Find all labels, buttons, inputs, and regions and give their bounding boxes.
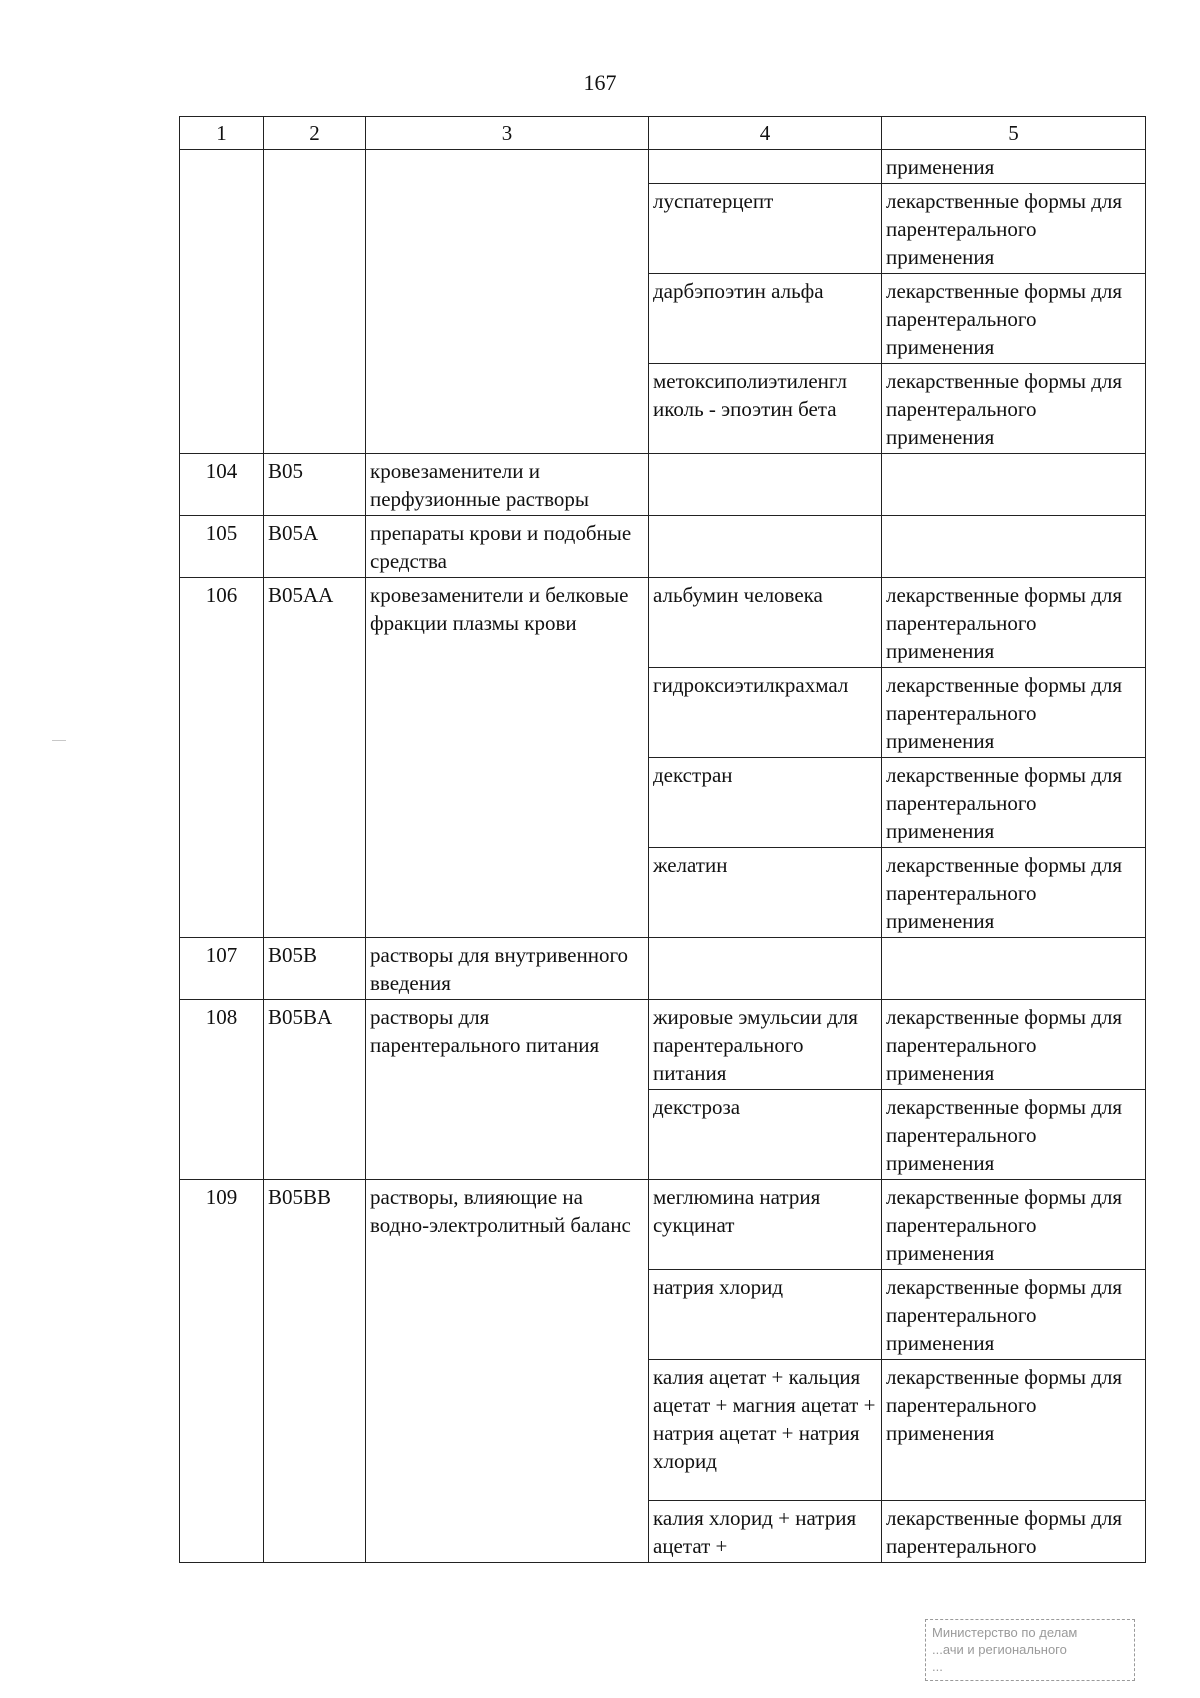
form-cell: лекарственные формы для парентерального применения [882, 1360, 1146, 1501]
form-cell: лекарственные формы для парентерального применения [882, 578, 1146, 668]
num-cell: 108 [180, 1000, 264, 1180]
form-cell [882, 516, 1146, 578]
drug-cell [649, 516, 882, 578]
ministry-stamp [925, 1619, 1135, 1681]
group-name-cell: кровезаменители и перфузионные растворы [366, 454, 649, 516]
drug-cell: калия хлорид + натрия ацетат + [649, 1501, 882, 1563]
drug-cell: декстроза [649, 1090, 882, 1180]
drug-cell [649, 150, 882, 184]
form-cell: лекарственные формы для парентерального применения [882, 668, 1146, 758]
header-col-4: 4 [649, 117, 882, 150]
form-cell: лекарственные формы для парентерального применения [882, 1270, 1146, 1360]
form-cell [882, 938, 1146, 1000]
code-cell [264, 150, 366, 454]
code-cell: B05A [264, 516, 366, 578]
drug-cell: калия ацетат + кальция ацетат + магния ацетат + натрия ацетат + натрия хлорид [649, 1360, 882, 1501]
drug-cell: гидроксиэтилкрахмал [649, 668, 882, 758]
drug-list-table [179, 116, 1146, 1563]
table-row [180, 516, 1146, 578]
drug-cell: желатин [649, 848, 882, 938]
num-cell: 106 [180, 578, 264, 938]
group-name-cell: растворы для парентерального питания [366, 1000, 649, 1180]
form-cell: лекарственные формы для парентерального применения [882, 1090, 1146, 1180]
drug-cell: метоксиполиэтиленгл иколь - эпоэтин бета [649, 364, 882, 454]
stamp-line: ... [932, 1659, 943, 1674]
drug-cell: меглюмина натрия сукцинат [649, 1180, 882, 1270]
group-name-cell: препараты крови и подобные средства [366, 516, 649, 578]
code-cell: B05BB [264, 1180, 366, 1563]
code-cell: B05AA [264, 578, 366, 938]
group-name-cell: кровезаменители и белковые фракции плазмы крови [366, 578, 649, 938]
table-row [180, 578, 1146, 668]
code-cell: B05B [264, 938, 366, 1000]
num-cell [180, 150, 264, 454]
form-cell [882, 454, 1146, 516]
form-cell: лекарственные формы для парентерального применения [882, 184, 1146, 274]
num-cell: 109 [180, 1180, 264, 1563]
form-cell: лекарственные формы для парентерального применения [882, 1180, 1146, 1270]
group-name-cell [366, 150, 649, 454]
table-header-row [180, 117, 1146, 150]
stamp-line: Министерство по делам [932, 1625, 1078, 1640]
form-cell: лекарственные формы для парентерального применения [882, 364, 1146, 454]
drug-cell [649, 454, 882, 516]
num-cell: 105 [180, 516, 264, 578]
table-row [180, 150, 1146, 184]
group-name-cell: растворы, влияющие на водно-электролитный баланс [366, 1180, 649, 1563]
header-col-3: 3 [366, 117, 649, 150]
table-row [180, 1180, 1146, 1270]
form-cell: лекарственные формы для парентерального применения [882, 758, 1146, 848]
table-row [180, 1000, 1146, 1090]
form-cell: лекарственные формы для парентерального применения [882, 848, 1146, 938]
num-cell: 104 [180, 454, 264, 516]
scan-artifact [52, 740, 66, 741]
form-cell: применения [882, 150, 1146, 184]
table-row [180, 938, 1146, 1000]
drug-cell: жировые эмульсии для парентерального питания [649, 1000, 882, 1090]
header-col-5: 5 [882, 117, 1146, 150]
drug-cell: натрия хлорид [649, 1270, 882, 1360]
drug-cell: дарбэпоэтин альфа [649, 274, 882, 364]
group-name-cell: растворы для внутривенного введения [366, 938, 649, 1000]
form-cell: лекарственные формы для парентерального применения [882, 1000, 1146, 1090]
drug-cell: декстран [649, 758, 882, 848]
drug-cell: луспатерцепт [649, 184, 882, 274]
drug-cell: альбумин человека [649, 578, 882, 668]
drug-cell [649, 938, 882, 1000]
table-row [180, 454, 1146, 516]
code-cell: B05 [264, 454, 366, 516]
stamp-line: ...ачи и регионального [932, 1642, 1067, 1657]
page-number: 167 [583, 70, 617, 95]
form-cell: лекарственные формы для парентерального [882, 1501, 1146, 1563]
num-cell: 107 [180, 938, 264, 1000]
form-cell: лекарственные формы для парентерального применения [882, 274, 1146, 364]
code-cell: B05BA [264, 1000, 366, 1180]
header-col-2: 2 [264, 117, 366, 150]
header-col-1: 1 [180, 117, 264, 150]
